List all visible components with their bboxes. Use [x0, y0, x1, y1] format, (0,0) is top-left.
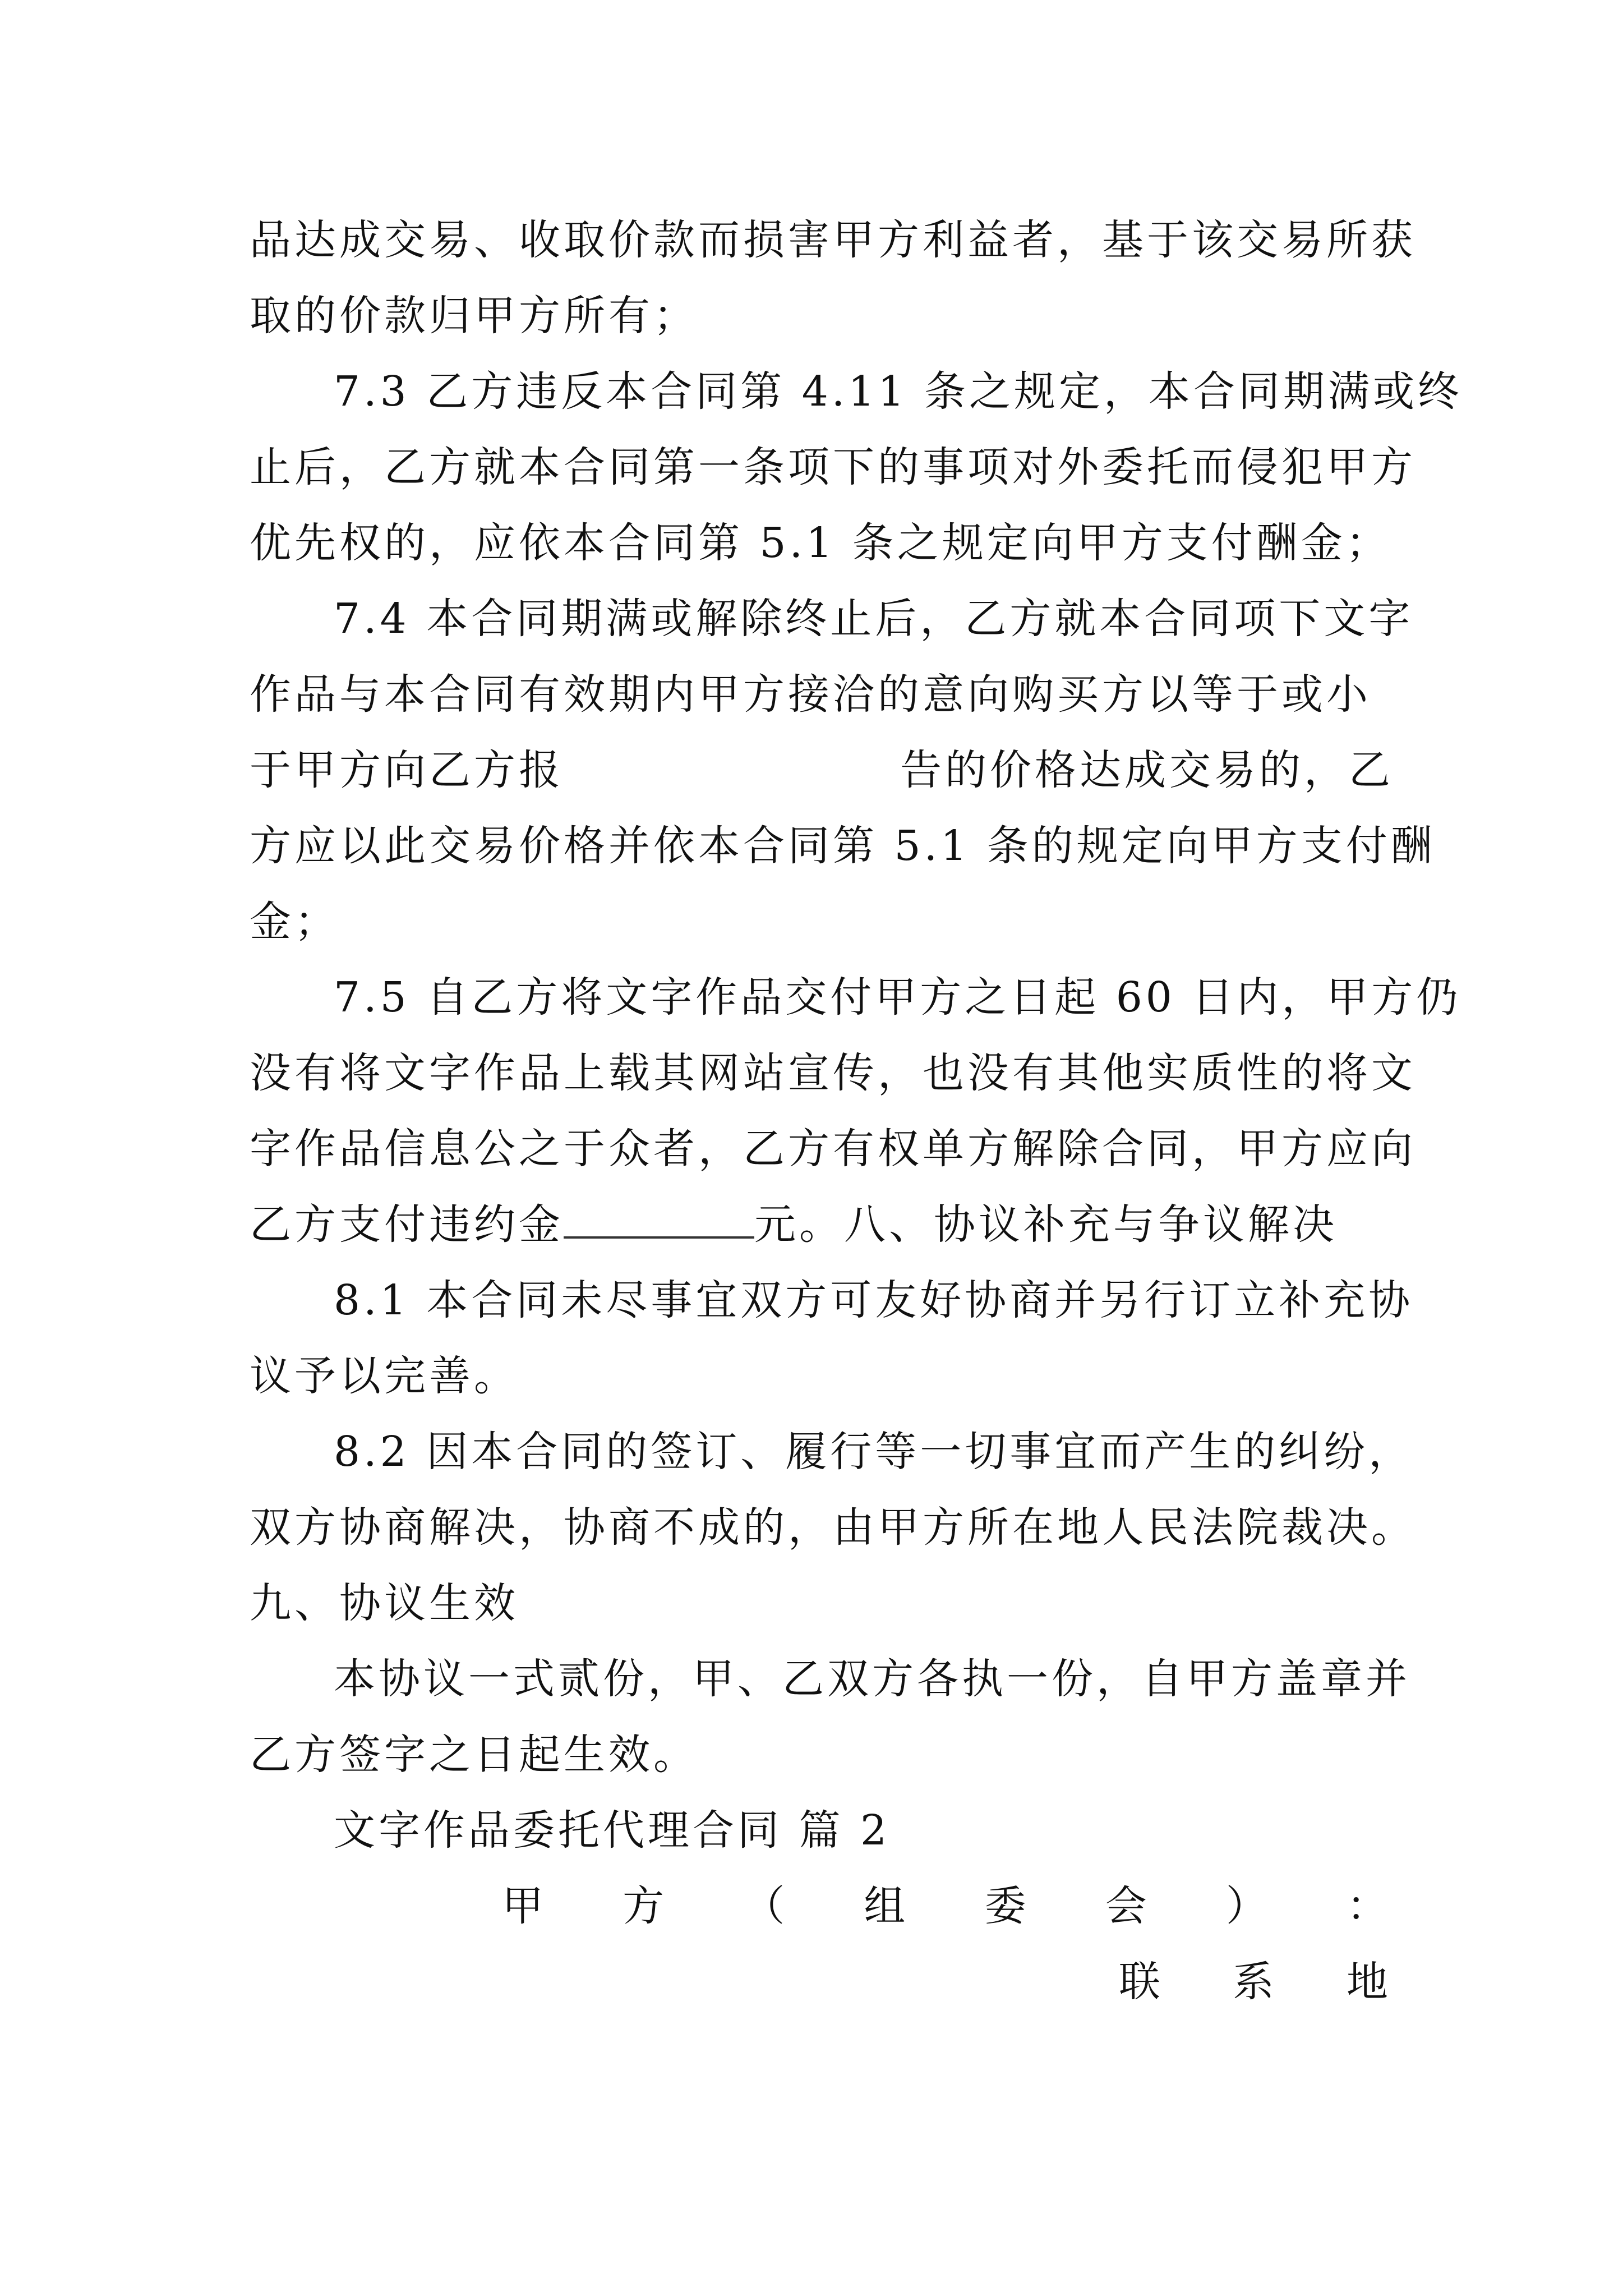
- party-a-char: 甲: [502, 1882, 543, 1930]
- text-line: 双方协商解决，协商不成的，由甲方所在地人民法院裁决。: [250, 1503, 1416, 1552]
- party-a-char: 会: [1105, 1882, 1147, 1930]
- party-a-line: [502, 1878, 1388, 1934]
- split-text-line: [250, 742, 1394, 798]
- text-line: 乙方签字之日起生效。: [250, 1731, 698, 1779]
- clause-8-2: 8.2 因本合同的签订、履行等一切事宜而产生的纠纷，: [334, 1428, 1414, 1476]
- text-line: 方应以此交易价格并依本合同第 5.1 条的规定向甲方支付酬: [250, 822, 1436, 870]
- text-fragment-left: 于甲方向乙方报: [250, 746, 564, 794]
- contract-title: 文字作品委托代理合同 篇 2: [334, 1806, 891, 1855]
- contact-char: 地: [1347, 1958, 1388, 2006]
- text-line: 优先权的，应依本合同第 5.1 条之规定向甲方支付酬金；: [250, 519, 1391, 567]
- clause-7-3: 7.3 乙方违反本合同第 4.11 条之规定，本合同期满或终: [334, 367, 1463, 416]
- party-a-char: ）: [1225, 1882, 1267, 1930]
- text-line: 没有将文字作品上载其网站宣传，也没有其他实质性的将文: [250, 1049, 1416, 1097]
- section-heading: 九、协议生效: [250, 1579, 519, 1627]
- text-line: 取的价款归甲方所有；: [250, 292, 698, 340]
- clause-8-1: 8.1 本合同未尽事宜双方可友好协商并另行订立补充协: [334, 1276, 1414, 1324]
- penalty-amount-blank: [564, 1199, 754, 1239]
- text-line: 议予以完善。: [250, 1352, 519, 1400]
- party-a-char: 委: [984, 1882, 1026, 1930]
- penalty-line: [250, 1197, 1394, 1253]
- text-line: 字作品信息公之于众者，乙方有权单方解除合同，甲方应向: [250, 1125, 1416, 1173]
- text-fragment: 元。八、协议补充与争议解决: [754, 1200, 1338, 1249]
- party-a-char: 方: [623, 1882, 665, 1930]
- text-line: 金；: [250, 898, 339, 946]
- contact-line: [1119, 1954, 1388, 2010]
- text-line: 本协议一式贰份，甲、乙双方各执一份，自甲方盖章并: [334, 1655, 1410, 1703]
- text-line: 作品与本合同有效期内甲方接洽的意向购买方以等于或小: [250, 670, 1371, 719]
- party-a-char: ：: [1346, 1882, 1388, 1930]
- contact-char: 系: [1233, 1958, 1274, 2006]
- contact-char: 联: [1119, 1958, 1160, 2006]
- text-fragment: 乙方支付违约金: [250, 1200, 564, 1249]
- party-a-char: 组: [864, 1882, 906, 1930]
- clause-7-5: 7.5 自乙方将文字作品交付甲方之日起 60 日内，甲方仍: [334, 973, 1461, 1022]
- clause-7-4: 7.4 本合同期满或解除终止后，乙方就本合同项下文字: [334, 595, 1414, 643]
- text-line: 止后，乙方就本合同第一条项下的事项对外委托而侵犯甲方: [250, 443, 1416, 491]
- text-fragment-right: 告的价格达成交易的，乙: [900, 746, 1394, 794]
- text-line: 品达成交易、收取价款而损害甲方利益者，基于该交易所获: [250, 216, 1416, 264]
- party-a-char: （: [743, 1882, 785, 1930]
